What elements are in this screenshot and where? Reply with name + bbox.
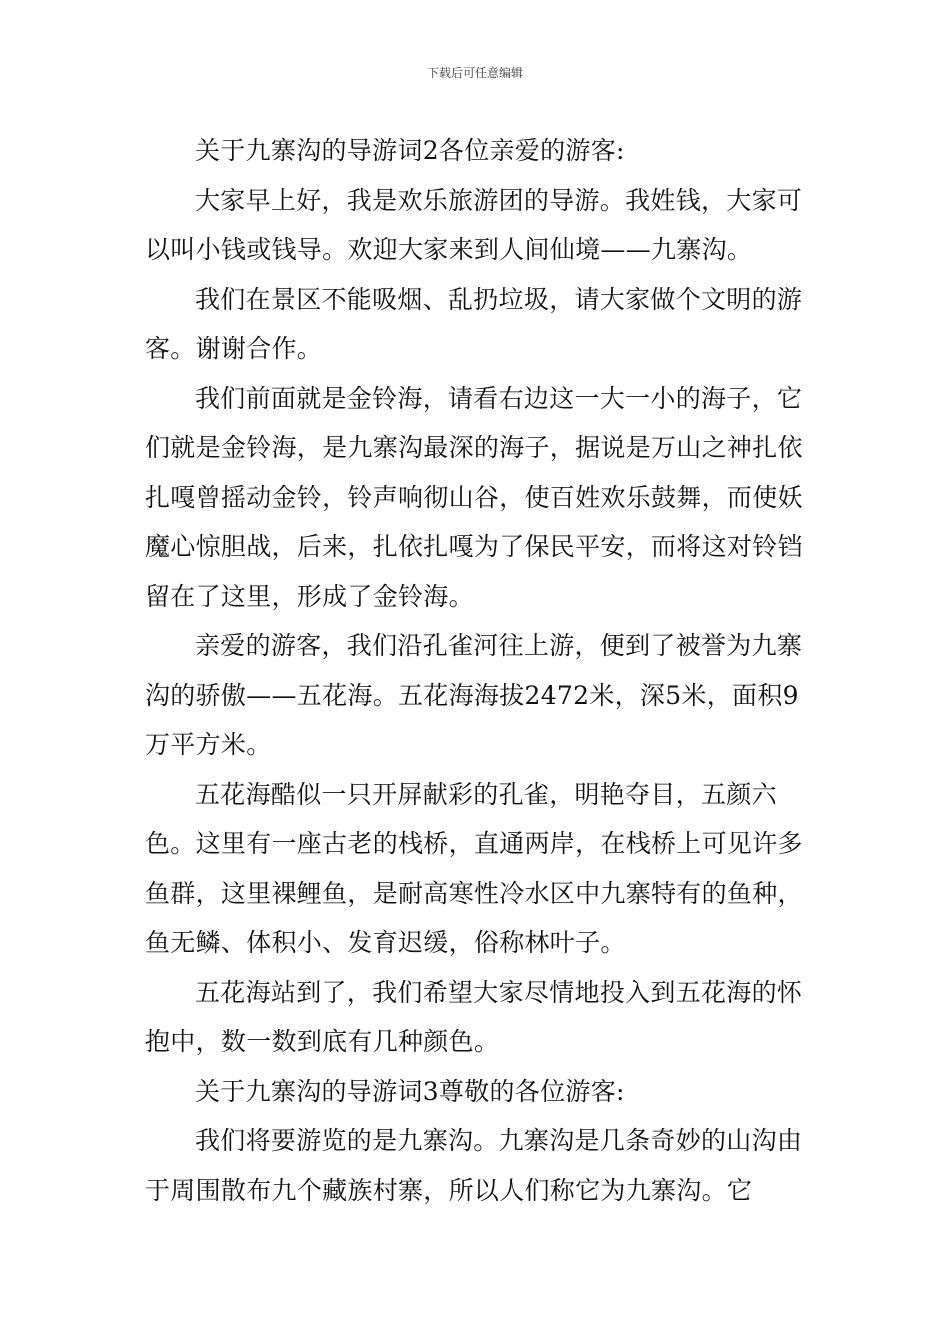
paragraph-9: 我们将要游览的是九寨沟。九寨沟是几条奇妙的山沟由于周围散布九个藏族村寨，所以人们称它为九寨沟。它 (145, 1126, 803, 1205)
paragraph-2: 大家早上好，我是欢乐旅游团的导游。我姓钱，大家可以叫小钱或钱导。欢迎大家来到人间仙境——九寨沟。 (145, 185, 803, 264)
paragraph-7: 五花海站到了，我们希望大家尽情地投入到五花海的怀抱中，数一数到底有几种颜色。 (145, 977, 803, 1056)
document-body (145, 126, 807, 1215)
page-header-note: 下载后可任意编辑 (426, 66, 523, 80)
paragraph-6: 五花海酷似一只开屏献彩的孔雀，明艳夺目，五颜六色。这里有一座古老的栈桥，直通两岸，在栈桥上可见许多鱼群，这里裸鲤鱼，是耐高寒性冷水区中九寨特有的鱼种，鱼无鳞、体积小、发育迟缓，俗称林叶子。 (145, 779, 803, 957)
paragraph-3: 我们在景区不能吸烟、乱扔垃圾，请大家做个文明的游客。谢谢合作。 (145, 284, 803, 363)
paragraph-5: 亲爱的游客，我们沿孔雀河往上游，便到了被誉为九寨沟的骄傲——五花海。五花海海拔2472米，深5米，面积9万平方米。 (145, 631, 803, 759)
paragraph-1: 关于九寨沟的导游词2各位亲爱的游客: (195, 136, 625, 165)
paragraph-8: 关于九寨沟的导游词3尊敬的各位游客: (195, 1076, 625, 1106)
paragraph-4: 我们前面就是金铃海，请看右边这一大一小的海子，它们就是金铃海，是九寨沟最深的海子，据说是万山之神扎依扎嘎曾摇动金铃，铃声响彻山谷，使百姓欢乐鼓舞，而使妖魔心惊胆战，后来，扎依扎嘎为了保民平安，而将这对铃铛留在了这里，形成了金铃海。 (145, 383, 803, 611)
